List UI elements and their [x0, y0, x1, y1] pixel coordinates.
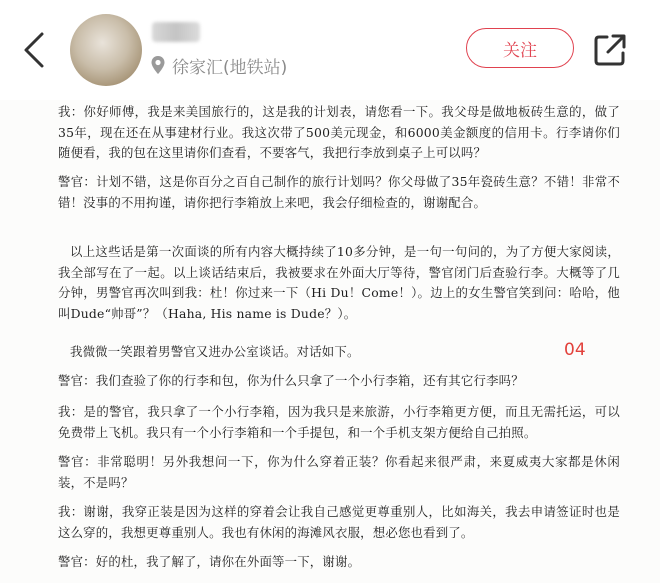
page-number: 04 [564, 340, 586, 360]
paragraph-5: 警官：我们查验了你的行李和包，你为什么只拿了一个小行李箱，还有其它行李吗？ [58, 373, 524, 388]
paragraph-4: 我微微一笑跟着男警官又进办公室谈话。对话如下。 [70, 344, 360, 359]
share-button[interactable] [592, 32, 628, 68]
location-pin-icon [150, 55, 166, 75]
chevron-left-icon [18, 28, 54, 72]
username-blurred[interactable] [152, 22, 200, 42]
follow-button[interactable]: 关注 [466, 28, 574, 68]
paragraph-7: 警官：非常聪明！另外我想问一下，你为什么穿着正装？你看起来很严肃，来夏威夷大家都是休闲装，不是吗？ [58, 454, 620, 490]
paragraph-6: 我：是的警官，我只拿了一个小行李箱，因为我只是来旅游，小行李箱更方便，而且无需托运，可以免费带上飞机。我只有一个小行李箱和一个手提包，和一个手机支架方便给自己拍照。 [58, 404, 620, 440]
top-bar [0, 0, 660, 100]
document-image[interactable] [0, 100, 660, 583]
paragraph-9: 警官：好的杜，我了解了，请你在外面等一下，谢谢。 [58, 554, 361, 569]
paragraph-8: 我：谢谢，我穿正装是因为这样的穿着会让我自己感觉更尊重别人，比如海关，我去申请签证时也是这么穿的，我想更尊重别人。我也有休闲的海滩风衣服，想必您也看到了。 [58, 504, 620, 540]
back-button[interactable] [18, 28, 54, 72]
share-icon [592, 32, 628, 68]
paragraph-2: 警官：计划不错，这是你百分之百自己制作的旅行计划吗？你父母做了35年瓷砖生意？不错！非常不错！没事的不用拘谨，请你把行李箱放上来吧，我会仔细检查的，谢谢配合。 [58, 174, 620, 210]
location-tag[interactable] [150, 52, 287, 78]
paragraph-3: 以上这些话是第一次面谈的所有内容大概持续了10多分钟，是一句一句问的，为了方便大家阅读，我全部写在了一起。以上谈话结束后，我被要求在外面大厅等待，警官闭门后查验行李。大概等了几分钟，男警官再次叫到我：杜！你过来一下（Hi Du！Come！）。边上的女生警官笑到问：哈哈，他叫Dude“帅哥”？（Haha, His name is Dude？）。 [58, 244, 620, 321]
location-label: 徐家汇(地铁站) [172, 57, 288, 78]
avatar[interactable] [70, 14, 142, 86]
paragraph-1: 我：你好师傅，我是来美国旅行的，这是我的计划表，请您看一下。我父母是做地板砖生意的，做了35年，现在还在从事建材行业。我这次带了500美元现金，和6000美金额度的信用卡。行李请你们随便看，我的包在这里请你们查看，不要客气，我把行李放到桌子上可以吗？ [58, 104, 620, 160]
